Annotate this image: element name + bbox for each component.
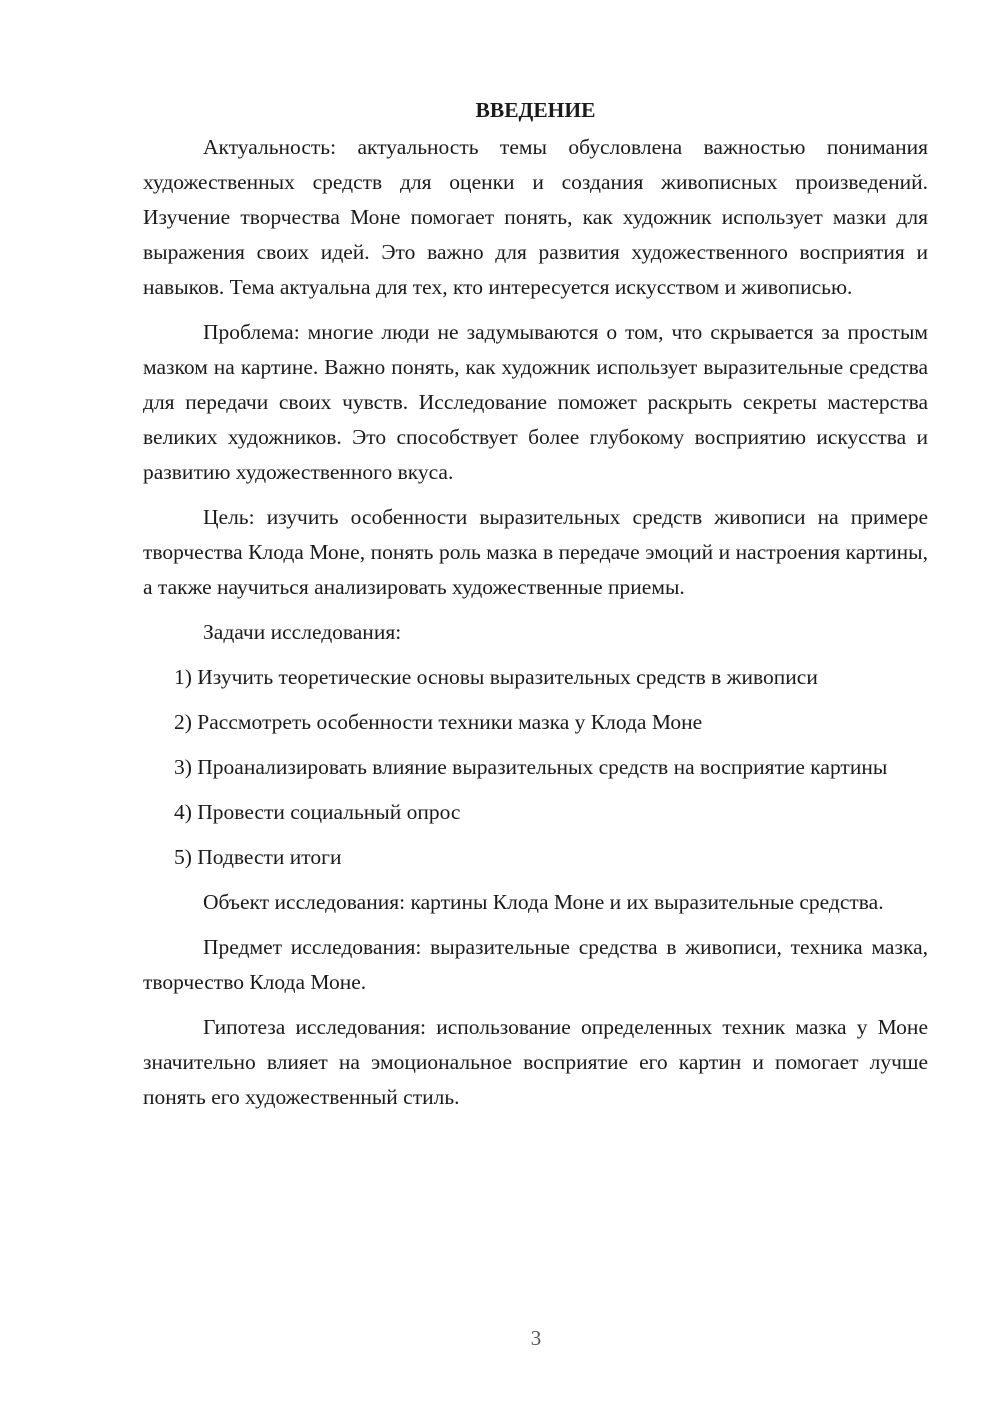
paragraph-problem: Проблема: многие люди не задумываются о том, что скрывается за простым мазком на картине. Важно понять, как художник использует выразительные средства для передачи своих чувств. Исследование поможет раскрыть секреты мастерства великих художников. Это способствует более глубокому восприятию искусства и развитию художественного вкуса. bbox=[143, 320, 928, 484]
task-item: 3) Проанализировать влияние выразительных средств на восприятие картины bbox=[174, 755, 888, 779]
tasks-heading: Задачи исследования: bbox=[203, 620, 402, 644]
page-number: 3 bbox=[530, 1326, 542, 1350]
paragraph-object: Объект исследования: картины Клода Моне и их выразительные средства. bbox=[203, 890, 884, 914]
task-item: 4) Провести социальный опрос bbox=[174, 800, 461, 824]
paragraph-subject: Предмет исследования: выразительные средства в живописи, техника мазка, творчество Клода Моне. bbox=[143, 935, 928, 994]
paragraph-goal: Цель: изучить особенности выразительных средств живописи на примере творчества Клода Моне, понять роль мазка в передаче эмоций и настроения картины, а также научиться анализировать художественные приемы. bbox=[143, 505, 928, 599]
paragraph-hypothesis: Гипотеза исследования: использование определенных техник мазка у Моне значительно влияет на эмоциональное восприятие его картин и помогает лучше понять его художественный стиль. bbox=[143, 1015, 928, 1109]
paragraph-relevance: Актуальность: актуальность темы обусловлена важностью понимания художественных средств для оценки и создания живописных произведений. Изучение творчества Моне помогает понять, как художник использует мазки для выражения своих идей. Это важно для развития художественного восприятия и навыков. Тема актуальна для тех, кто интересуется искусством и живописью. bbox=[143, 135, 928, 299]
document-page bbox=[143, 93, 928, 1125]
task-item: 2) Рассмотреть особенности техники мазка у Клода Моне bbox=[174, 710, 703, 734]
section-title: ВВЕДЕНИЕ bbox=[475, 98, 596, 122]
task-item: 5) Подвести итоги bbox=[174, 845, 342, 869]
task-item: 1) Изучить теоретические основы выразительных средств в живописи bbox=[174, 665, 818, 689]
